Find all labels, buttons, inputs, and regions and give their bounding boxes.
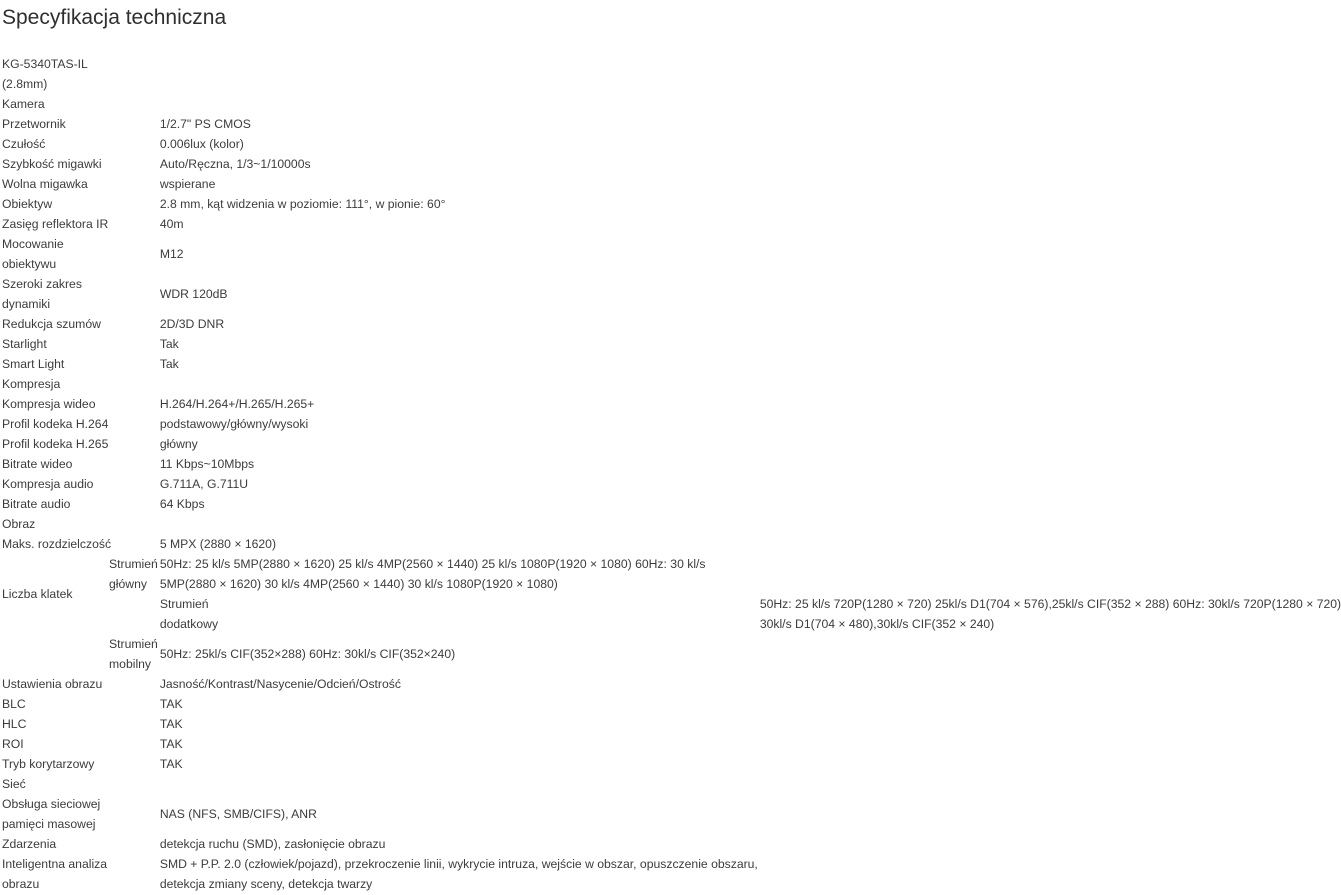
row-label: HLC [2, 717, 27, 731]
row-value: główny [159, 437, 198, 451]
row-label: Redukcja szumów [2, 317, 101, 331]
table-row [0, 354, 1341, 374]
table-row [0, 314, 1341, 334]
row-value: wspierane [159, 177, 216, 191]
table-row [0, 834, 1341, 854]
row-value: podstawowy/główny/wysoki [159, 417, 309, 431]
row-value: 2.8 mm, kąt widzenia w poziomie: 111°, w pionie: 60° [159, 197, 446, 211]
row-label: Mocowanie obiektywu [2, 237, 64, 271]
sub-label-main: Strumień główny [109, 557, 158, 591]
spec-table [0, 54, 1341, 894]
row-value: WDR 120dB [159, 287, 228, 301]
table-row [0, 634, 1341, 674]
table-row [0, 494, 1341, 514]
row-value: 2D/3D DNR [159, 317, 225, 331]
row-value: 5 MPX (2880 × 1620) [159, 537, 277, 551]
table-row [0, 754, 1341, 774]
row-value: 0.006lux (kolor) [159, 137, 244, 151]
row-label: Profil kodeka H.265 [2, 437, 109, 451]
table-row [0, 234, 1341, 274]
section-compression: Kompresja [2, 377, 61, 391]
table-row [0, 434, 1341, 454]
row-label: Maks. rozdzielczość [2, 537, 112, 551]
row-value: TAK [159, 737, 183, 751]
row-label: Profil kodeka H.264 [2, 417, 109, 431]
table-row [0, 114, 1341, 134]
row-label: Szeroki zakres dynamiki [2, 277, 82, 311]
row-value: TAK [159, 697, 183, 711]
row-label: Smart Light [2, 357, 65, 371]
table-row [0, 414, 1341, 434]
table-row [0, 854, 1341, 894]
row-value: 50Hz: 25 kl/s 720P(1280 × 720) 25kl/s D1(704 × 576),25kl/s CIF(352 × 288) 60Hz: 30kl/s 720P(1280 × 720) 30kl/s D1(704 × 480),30kl/s CIF(352 × 240) [759, 597, 1341, 631]
row-label: Ustawienia obrazu [2, 677, 103, 691]
table-row [0, 554, 1341, 594]
row-value: detekcja ruchu (SMD), zasłonięcie obrazu [159, 837, 386, 851]
row-label: Bitrate audio [2, 497, 71, 511]
table-row [0, 534, 1341, 554]
table-row [0, 694, 1341, 714]
row-label: BLC [2, 697, 26, 711]
table-row [0, 334, 1341, 354]
table-row [0, 674, 1341, 694]
row-label: Kompresja wideo [2, 397, 96, 411]
row-value: Jasność/Kontrast/Nasycenie/Odcień/Ostrość [159, 677, 401, 691]
table-row [0, 734, 1341, 754]
row-label: Czułość [2, 137, 46, 151]
page-title: Specyfikacja techniczna [2, 6, 227, 29]
row-value: SMD + P.P. 2.0 (człowiek/pojazd), przekroczenie linii, wykrycie intruza, wejście w obszar, opuszczenie obszaru, detekcja zmiany sceny, detekcja twarzy [159, 857, 758, 891]
row-label: Przetwornik [2, 117, 66, 131]
table-row [0, 214, 1341, 234]
section-header [0, 374, 1341, 394]
row-label: Bitrate wideo [2, 457, 73, 471]
table-row [0, 134, 1341, 154]
sub-label-mobile: Strumień mobilny [109, 637, 158, 671]
row-label: Zdarzenia [2, 837, 57, 851]
section-header [0, 774, 1341, 794]
row-value: TAK [159, 717, 183, 731]
row-label: Wolna migawka [2, 177, 88, 191]
table-row [0, 194, 1341, 214]
row-label: Kompresja audio [2, 477, 94, 491]
row-label: Zasięg reflektora IR [2, 217, 109, 231]
row-value: 64 Kbps [159, 497, 205, 511]
row-label: Inteligentna analiza obrazu [2, 857, 108, 891]
sub-label-secondary: Strumień dodatkowy [159, 597, 219, 631]
row-value: Tak [159, 337, 179, 351]
row-value: 50Hz: 25kl/s CIF(352×288) 60Hz: 30kl/s CIF(352×240) [159, 647, 456, 661]
row-value: TAK [159, 757, 183, 771]
row-value: M12 [159, 247, 184, 261]
row-value: 40m [159, 217, 184, 231]
row-label: Starlight [2, 337, 47, 351]
row-label: Tryb korytarzowy [2, 757, 95, 771]
table-row [0, 474, 1341, 494]
row-label: Obsługa sieciowej pamięci masowej [2, 797, 101, 831]
row-label: Szybkość migawki [2, 157, 102, 171]
row-label: ROI [2, 737, 24, 751]
table-row [0, 394, 1341, 414]
row-label: Obiektyw [2, 197, 53, 211]
table-row [0, 274, 1341, 314]
section-camera: Kamera [2, 97, 45, 111]
row-value: H.264/H.264+/H.265/H.265+ [159, 397, 315, 411]
model-name: KG-5340TAS-IL (2.8mm) [2, 57, 88, 91]
section-header [0, 94, 1341, 114]
row-label: Liczba klatek [2, 587, 73, 601]
section-network: Sieć [2, 777, 26, 791]
row-value: G.711A, G.711U [159, 477, 249, 491]
section-image: Obraz [2, 517, 36, 531]
table-row [0, 714, 1341, 734]
row-value: NAS (NFS, SMB/CIFS), ANR [159, 807, 317, 821]
table-row [0, 594, 1341, 634]
table-row [0, 794, 1341, 834]
section-header [0, 514, 1341, 534]
table-row [0, 174, 1341, 194]
table-row [0, 154, 1341, 174]
row-value: Auto/Ręczna, 1/3~1/10000s [159, 157, 311, 171]
row-value: 11 Kbps~10Mbps [159, 457, 255, 471]
row-value: 50Hz: 25 kl/s 5MP(2880 × 1620) 25 kl/s 4MP(2560 × 1440) 25 kl/s 1080P(1920 × 1080) 60Hz: 30 kl/s 5MP(2880 × 1620) 30 kl/s 4MP(2560 × 1440) 30 kl/s 1080P(1920 × 1080) [159, 557, 706, 591]
row-value: Tak [159, 357, 179, 371]
table-row [0, 54, 1341, 94]
table-row [0, 454, 1341, 474]
row-value: 1/2.7" PS CMOS [159, 117, 251, 131]
